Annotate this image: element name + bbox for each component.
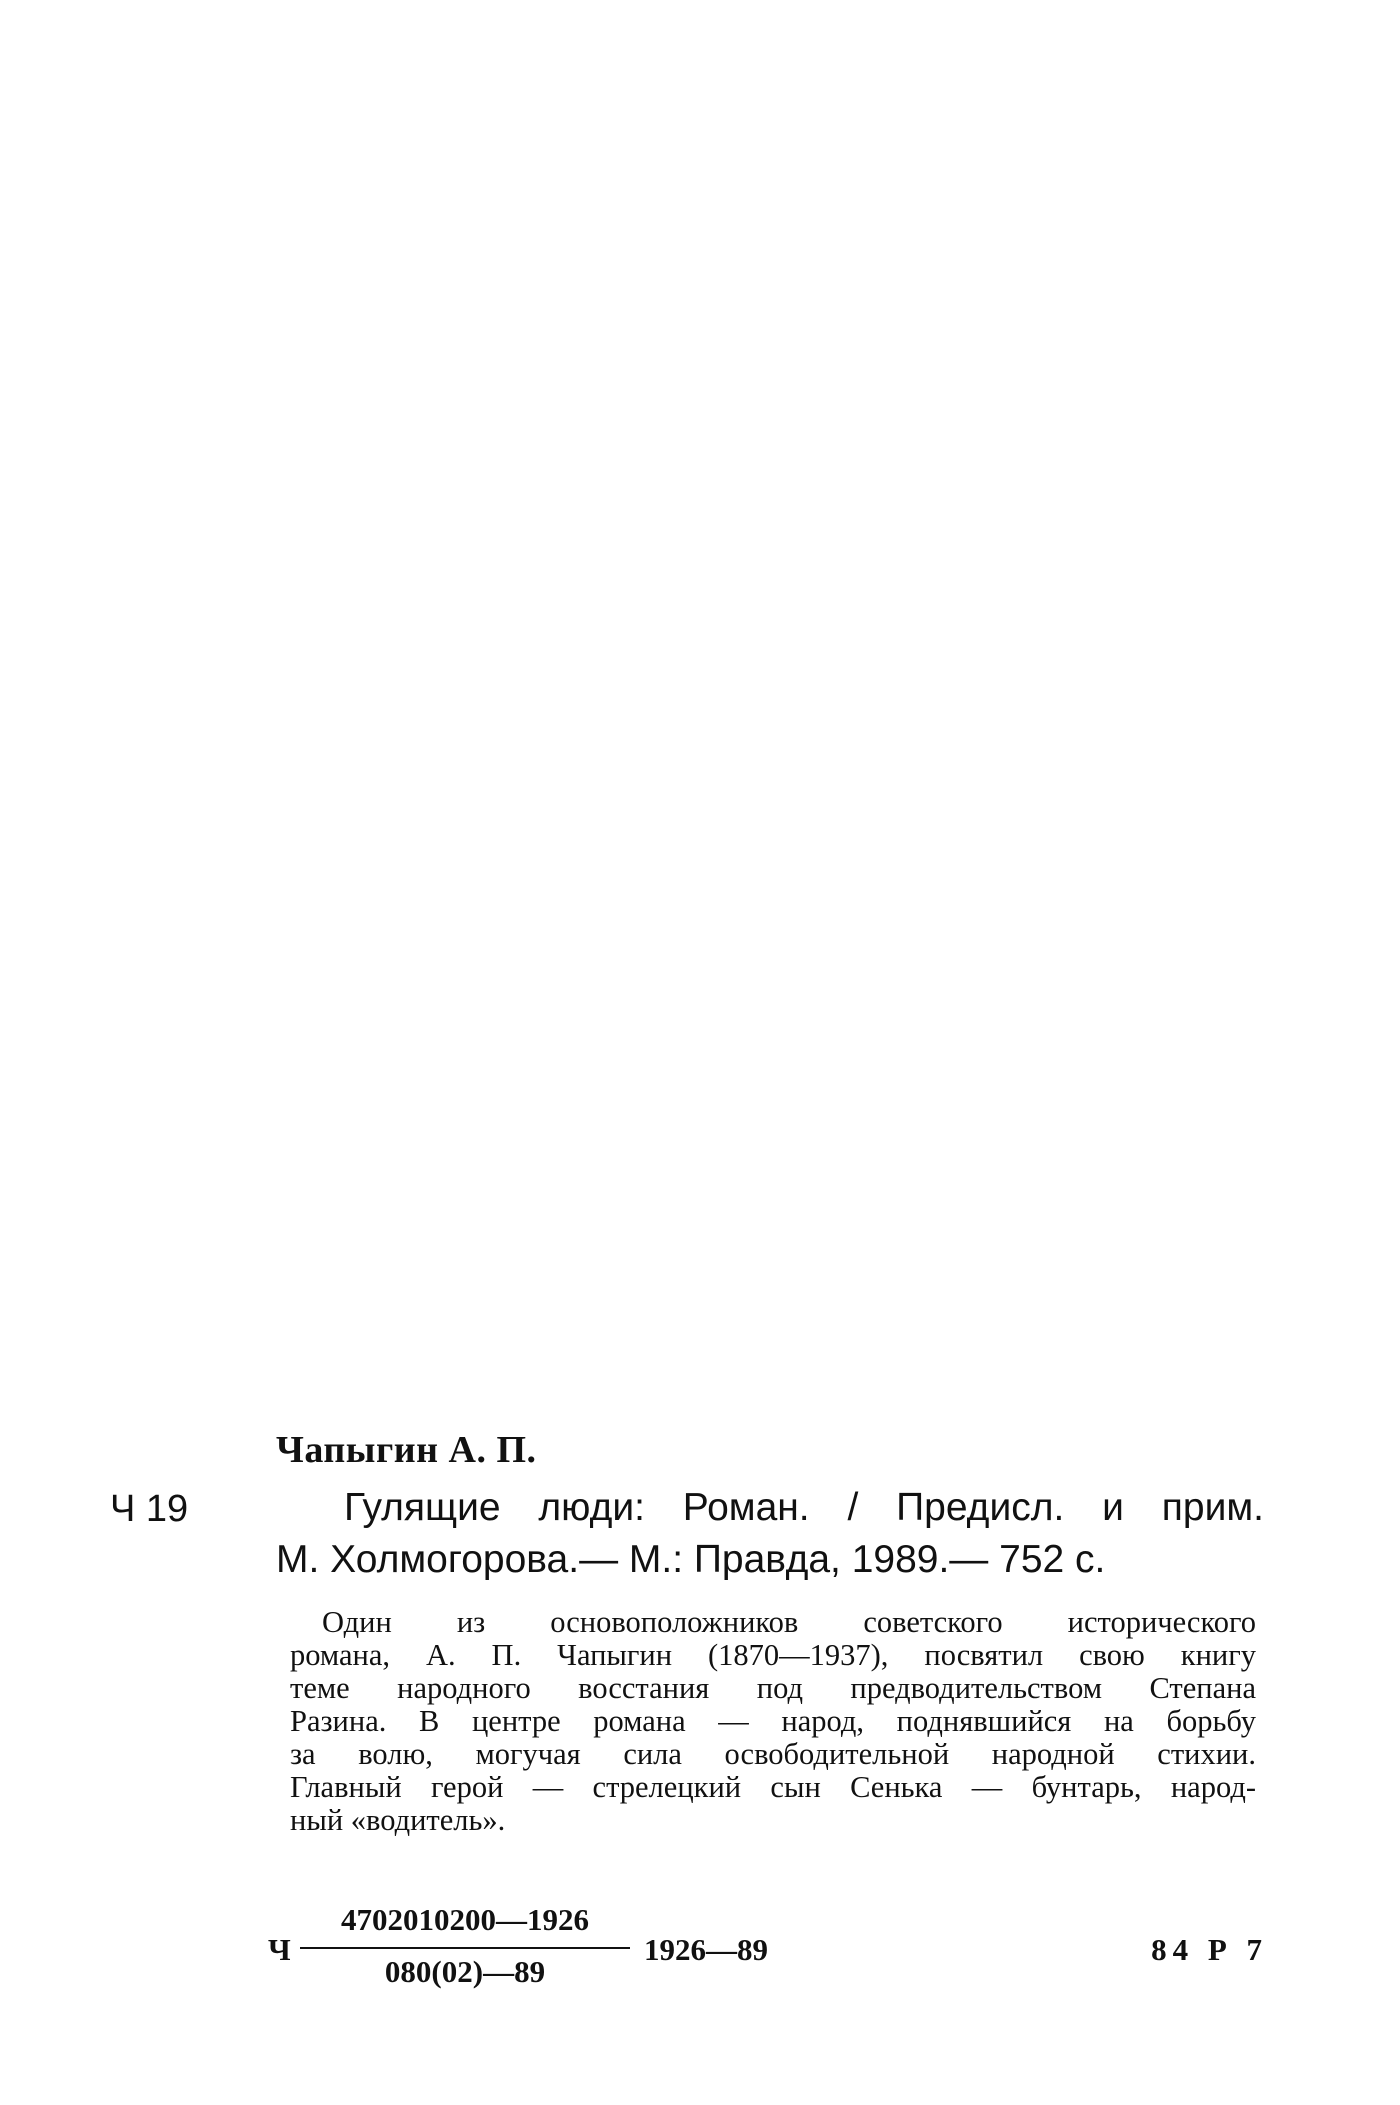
annotation-line: Главный герой — стрелецкий сын Сенька — бунтарь, народ- xyxy=(290,1770,1256,1804)
catalog-right-code: 84 Р 7 xyxy=(1151,1932,1268,1967)
annotation xyxy=(290,1606,1256,1837)
fraction-numerator: 4702010200—1926 xyxy=(341,1902,589,1937)
fraction-bar xyxy=(300,1947,630,1949)
classification-code: Ч 19 xyxy=(110,1488,189,1530)
title-line-1: Гулящие люди: Роман. / Предисл. и прим. xyxy=(344,1486,1264,1529)
annotation-line: Разина. В центре романа — народ, поднявшийся на борьбу xyxy=(290,1704,1256,1738)
catalog-fraction xyxy=(300,1902,876,1992)
catalog-prefix: Ч xyxy=(268,1932,291,1967)
catalog-middle-code: 1926—89 xyxy=(644,1932,768,1967)
catalog-index xyxy=(268,1902,1268,1992)
annotation-line: Один из основоположников советского исторического xyxy=(322,1605,1256,1639)
author-name: Чапыгин А. П. xyxy=(276,1429,537,1471)
annotation-line: ный «водитель». xyxy=(290,1803,506,1837)
annotation-line: за волю, могучая сила освободительной народной стихии. xyxy=(290,1737,1256,1771)
fraction-denominator: 080(02)—89 xyxy=(384,1954,546,1989)
annotation-line: теме народного восстания под предводительством Степана xyxy=(290,1671,1256,1705)
annotation-line: романа, А. П. Чапыгин (1870—1937), посвятил свою книгу xyxy=(290,1638,1256,1672)
title-line-2: М. Холмогорова.— М.: Правда, 1989.— 752 с. xyxy=(276,1538,1106,1581)
